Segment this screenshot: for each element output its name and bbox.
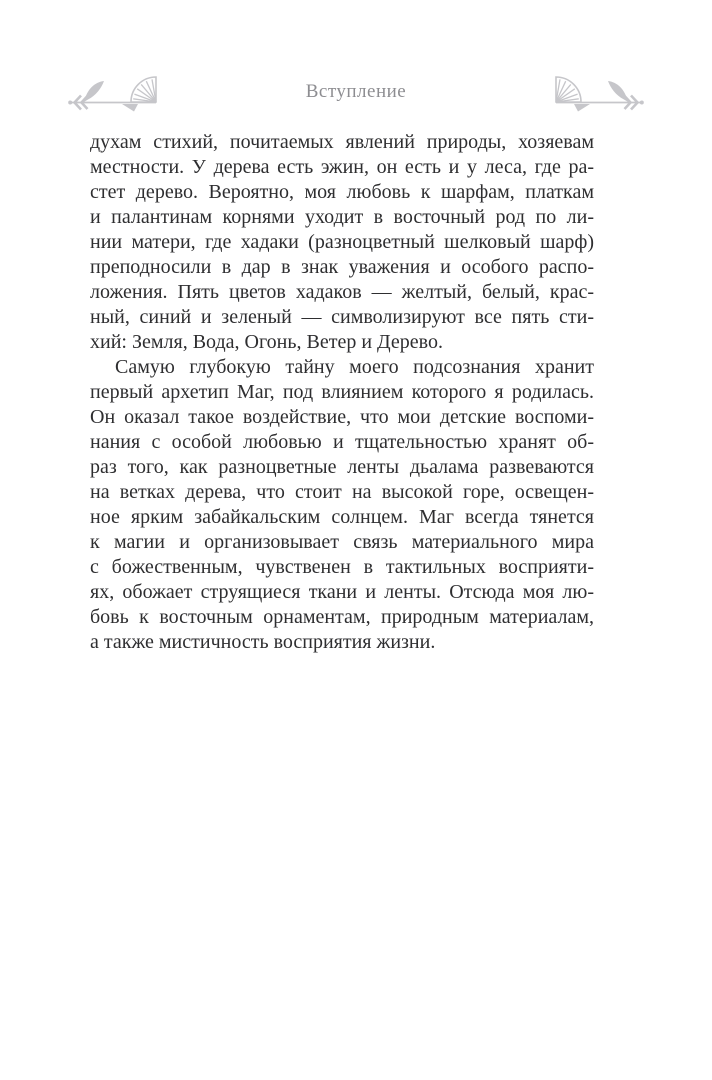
text-line: бовь к восточным орнаментам, природным материалам,	[90, 606, 594, 628]
text-line: ное ярким забайкальским солнцем. Маг всегда тянется	[90, 506, 594, 528]
text-line: духам стихий, почитаемых явлений природы, хозяевам	[90, 131, 594, 153]
text-line: преподносили в дар в знак уважения и особого распо-	[90, 256, 594, 278]
text-line: местности. У дерева есть эжин, он есть и у леса, где ра-	[90, 156, 594, 178]
text-line: на ветках дерева, что стоит на высокой горе, освещен-	[90, 481, 594, 503]
text-line: ный, синий и зеленый — символизируют все пять сти-	[90, 306, 594, 328]
text-line: а также мистичность восприятия жизни.	[90, 631, 436, 653]
text-line: к магии и организовывает связь материального мира	[90, 531, 594, 553]
text-line: первый архетип Маг, под влиянием которого я родилась.	[90, 381, 594, 403]
text-line: раз того, как разноцветные ленты дьалама развеваются	[90, 456, 594, 478]
text-line: хий: Земля, Вода, Огонь, Ветер и Дерево.	[90, 331, 443, 353]
paragraph	[90, 130, 594, 355]
text-line: нания с особой любовью и тщательностью хранят об-	[90, 431, 594, 453]
text-line: ях, обожает струящиеся ткани и ленты. Отсюда моя лю-	[90, 581, 594, 603]
text-line: ложения. Пять цветов хадаков — желтый, белый, крас-	[90, 281, 594, 303]
text-line: нии матери, где хадаки (разноцветный шелковый шарф)	[90, 231, 594, 253]
text-line: и палантинам корнями уходит в восточный род по ли-	[90, 206, 594, 228]
fan-ornament-right-icon	[546, 72, 644, 114]
text-block	[90, 130, 594, 655]
page-title: Вступление	[305, 81, 407, 102]
paragraph	[90, 355, 594, 655]
text-line: стет дерево. Вероятно, моя любовь к шарфам, платкам	[90, 181, 594, 203]
text-line: с божественным, чувственен в тактильных восприяти-	[90, 556, 594, 578]
text-line: Он оказал такое воздействие, что мои детские воспоми-	[90, 406, 594, 428]
text-line: Самую глубокую тайну моего подсознания хранит	[115, 356, 594, 378]
